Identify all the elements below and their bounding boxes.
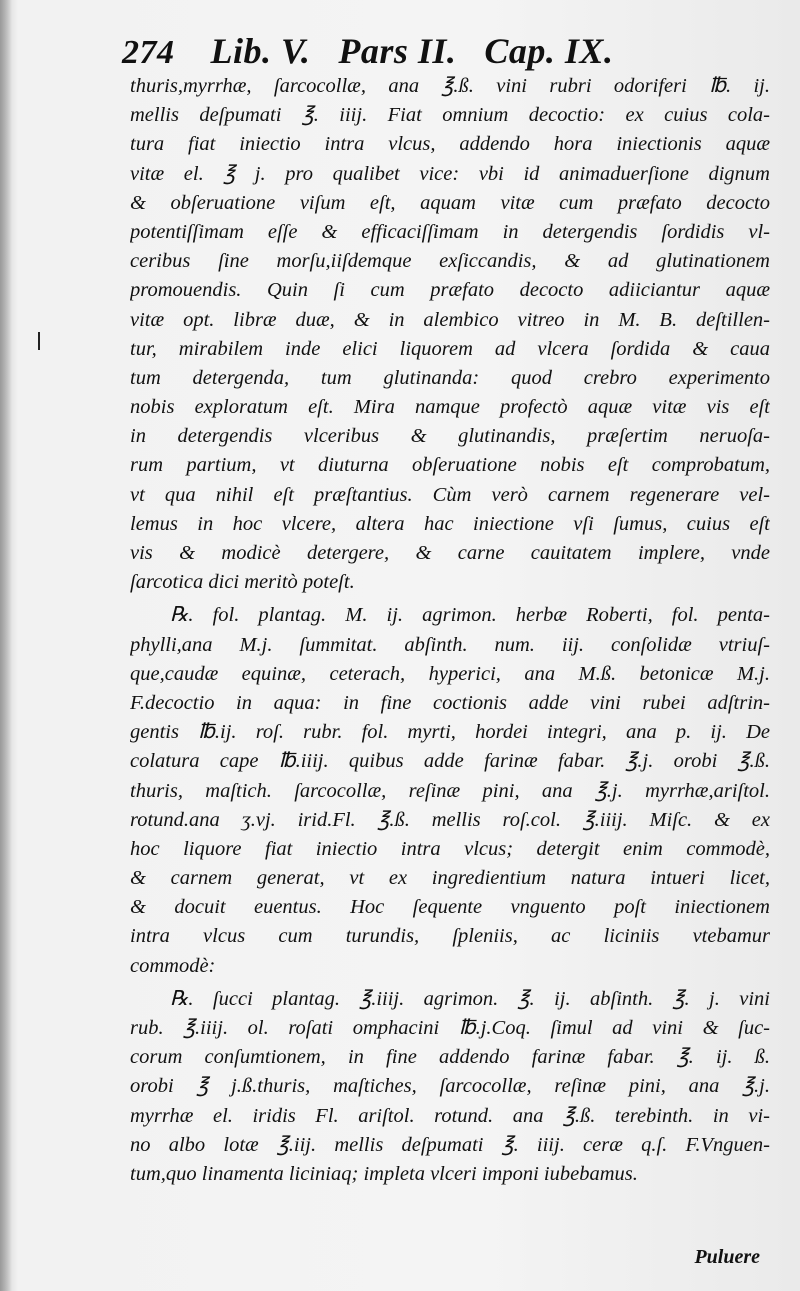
chapter-label: Cap. IX. bbox=[484, 31, 614, 71]
text-line: rotund.ana ʒ.vj. irid.Fl. ℥.ß. mellis roſ.col. ℥.iiij. Miſc. & ex bbox=[130, 808, 770, 831]
text-line: nobis exploratum eſt. Mira namque profectò aquæ vitæ vis eſt bbox=[130, 396, 770, 419]
text-line: myrrhæ el. iridis Fl. ariſtol. rotund. ana ℥.ß. terebinth. in vi- bbox=[130, 1104, 770, 1127]
text-line: vis & modicè detergere, & carne cauitatem implere, vnde bbox=[130, 542, 770, 564]
paragraph-1 bbox=[130, 72, 770, 597]
paragraph-2 bbox=[130, 601, 770, 980]
body-text bbox=[130, 72, 770, 1189]
text-line: orobi ℥ j.ß.thuris, maſtiches, ſarcocollæ, reſinæ pini, ana ℥.j. bbox=[130, 1075, 770, 1098]
text-line: corum conſumtionem, in fine addendo farinæ fabar. ℥. ij. ß. bbox=[130, 1046, 770, 1069]
text-line: rub. ℥.iiij. ol. roſati omphacini ℔.j.Coq. ſimul ad vini & ſuc- bbox=[130, 1017, 770, 1039]
text-line: thuris, maſtich. ſarcocollæ, reſinæ pini, ana ℥.j. myrrhæ,ariſtol. bbox=[130, 779, 770, 802]
text-line: vt qua nihil eſt præſtantius. Cùm verò carnem regenerare vel- bbox=[130, 483, 770, 506]
text-line: rum partium, vt diuturna obſeruatione nobis eſt comprobatum, bbox=[130, 454, 770, 477]
text-line: promouendis. Quin ſi cum præfato decocto adiiciantur aquæ bbox=[130, 279, 770, 302]
text-line: mellis deſpumati ℥. iiij. Fiat omnium decoctio: ex cuius cola- bbox=[130, 104, 770, 127]
text-line: que,caudæ equinæ, ceterach, hyperici, ana M.ß. betonicæ M.j. bbox=[130, 662, 770, 685]
text-line: colatura cape ℔.iiij. quibus adde farinæ fabar. ℥.j. orobi ℥.ß. bbox=[130, 750, 770, 773]
text-line: & docuit euentus. Hoc ſequente vnguento poſt iniectionem bbox=[130, 896, 770, 919]
text-line: tum,quo linamenta liciniaq; impleta vlceri imponi iubebamus. bbox=[130, 1162, 638, 1185]
text-line: intra vlcus cum turundis, ſpleniis, ac liciniis vtebamur bbox=[130, 925, 770, 948]
page-number: 274 bbox=[122, 34, 175, 71]
text-line: potentiſſimam eſſe & efficaciſſimam in detergendis ſordidis vl- bbox=[130, 220, 770, 243]
text-line: ſarcotica dici meritò poteſt. bbox=[130, 571, 355, 594]
text-line: vitæ opt. libræ duæ, & in alembico vitreo in M. B. deſtillen- bbox=[130, 308, 770, 331]
paragraph-3 bbox=[130, 985, 770, 1189]
book-label: Lib. V. bbox=[210, 31, 311, 71]
text-line: in detergendis vlceribus & glutinandis, præſertim neruoſa- bbox=[130, 425, 770, 448]
margin-mark bbox=[38, 332, 40, 350]
binding-shadow bbox=[0, 0, 12, 1291]
text-line: & obſeruatione viſum eſt, aquam vitæ cum præfato decocto bbox=[130, 191, 770, 214]
text-line: vitæ el. ℥ j. pro qualibet vice: vbi id animaduerſione dignum bbox=[130, 162, 770, 185]
text-line: F.decoctio in aqua: in fine coctionis adde vini rubei adſtrin- bbox=[130, 691, 770, 714]
running-header bbox=[122, 30, 762, 72]
text-line: ℞. ſucci plantag. ℥.iiij. agrimon. ℥. ij. abſinth. ℥. j. vini bbox=[170, 987, 770, 1010]
text-line: tura fiat iniectio intra vlcus, addendo hora iniectionis aquæ bbox=[130, 133, 770, 156]
text-line: hoc liquore fiat iniectio intra vlcus; detergit enim commodè, bbox=[130, 837, 770, 860]
catchword: Puluere bbox=[694, 1246, 760, 1268]
text-line: tur, mirabilem inde elici liquorem ad vlcera ſordida & caua bbox=[130, 337, 770, 360]
text-line: tum detergenda, tum glutinanda: quod crebro experimento bbox=[130, 366, 770, 389]
text-line: phylli,ana M.j. ſummitat. abſinth. num. iij. conſolidæ vtriuſ- bbox=[130, 633, 770, 656]
text-line: lemus in hoc vlcere, altera hac iniectione vſi ſumus, cuius eſt bbox=[130, 512, 770, 535]
part-label: Pars II. bbox=[338, 31, 457, 71]
text-line: gentis ℔.ij. roſ. rubr. fol. myrti, hordei integri, ana p. ij. De bbox=[130, 721, 770, 744]
text-line: commodè: bbox=[130, 954, 216, 977]
text-line: no albo lotæ ℥.iij. mellis deſpumati ℥. iiij. ceræ q.ſ. F.Vnguen- bbox=[130, 1133, 770, 1156]
text-line: & carnem generat, vt ex ingredientium natura intueri licet, bbox=[130, 867, 770, 890]
text-line: ceribus ſine morſu,iiſdemque exſiccandis, & ad glutinationem bbox=[130, 250, 770, 273]
text-line: ℞. fol. plantag. M. ij. agrimon. herbæ Roberti, fol. penta- bbox=[170, 604, 770, 627]
text-line: thuris,myrrhæ, ſarcocollæ, ana ℥.ß. vini rubri odoriferi ℔. ij. bbox=[130, 75, 770, 97]
